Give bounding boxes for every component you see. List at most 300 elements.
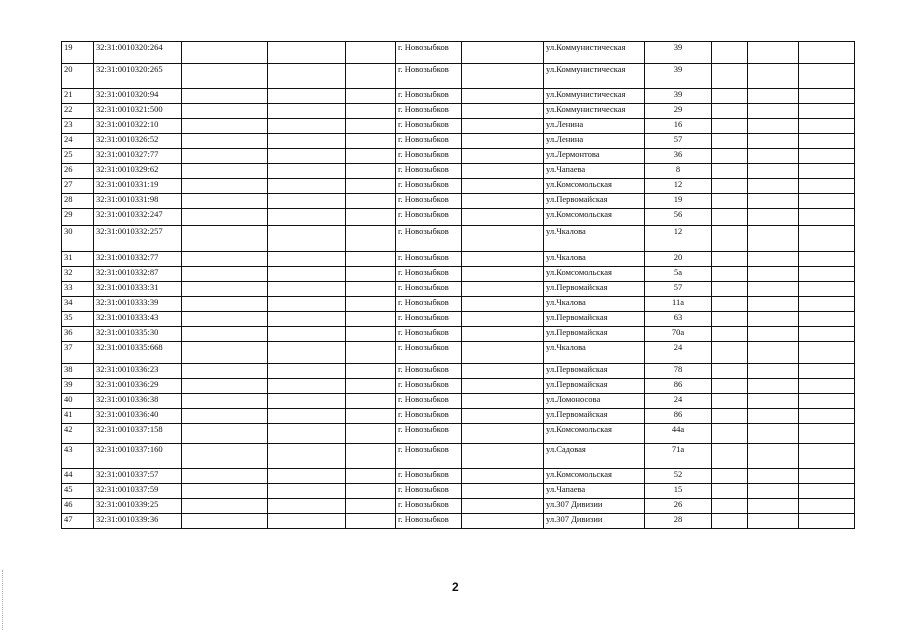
empty-cell <box>182 194 268 209</box>
empty-cell <box>268 209 346 226</box>
house-number-cell: 63 <box>645 312 712 327</box>
empty-cell <box>462 194 544 209</box>
empty-cell <box>748 424 799 444</box>
empty-cell <box>712 514 748 529</box>
street-cell: ул.Первомайская <box>544 327 645 342</box>
empty-cell <box>712 252 748 267</box>
city-cell: г. Новозыбков <box>396 282 462 297</box>
row-number-cell: 21 <box>62 89 94 104</box>
empty-cell <box>268 424 346 444</box>
street-cell: ул.Садовая <box>544 444 645 469</box>
empty-cell <box>748 134 799 149</box>
empty-cell <box>712 484 748 499</box>
house-number-cell: 86 <box>645 409 712 424</box>
empty-cell <box>268 342 346 364</box>
cadastral-number-cell: 32:31:0010339:36 <box>94 514 182 529</box>
empty-cell <box>346 64 396 89</box>
empty-cell <box>346 364 396 379</box>
empty-cell <box>748 499 799 514</box>
row-number-cell: 42 <box>62 424 94 444</box>
row-number-cell: 37 <box>62 342 94 364</box>
empty-cell <box>799 469 855 484</box>
empty-cell <box>346 194 396 209</box>
empty-cell <box>748 444 799 469</box>
house-number-cell: 8 <box>645 164 712 179</box>
empty-cell <box>748 469 799 484</box>
house-number-cell: 28 <box>645 514 712 529</box>
street-cell: ул.Коммунистическая <box>544 104 645 119</box>
scan-edge-mark <box>2 570 5 630</box>
table-row <box>62 312 855 327</box>
city-cell: г. Новозыбков <box>396 424 462 444</box>
cadastral-number-cell: 32:31:0010331:19 <box>94 179 182 194</box>
empty-cell <box>346 209 396 226</box>
row-number-cell: 34 <box>62 297 94 312</box>
empty-cell <box>748 312 799 327</box>
street-cell: ул.307 Дивизии <box>544 499 645 514</box>
empty-cell <box>799 194 855 209</box>
empty-cell <box>799 297 855 312</box>
cadastral-number-cell: 32:31:0010326:52 <box>94 134 182 149</box>
empty-cell <box>268 444 346 469</box>
street-cell: ул.Комсомольская <box>544 424 645 444</box>
empty-cell <box>462 394 544 409</box>
empty-cell <box>182 134 268 149</box>
empty-cell <box>712 226 748 252</box>
table-row <box>62 194 855 209</box>
empty-cell <box>799 282 855 297</box>
empty-cell <box>748 226 799 252</box>
table-row <box>62 64 855 89</box>
table-row <box>62 409 855 424</box>
empty-cell <box>346 164 396 179</box>
table-row <box>62 342 855 364</box>
empty-cell <box>799 379 855 394</box>
house-number-cell: 57 <box>645 134 712 149</box>
empty-cell <box>346 104 396 119</box>
table-row <box>62 297 855 312</box>
empty-cell <box>462 134 544 149</box>
empty-cell <box>748 179 799 194</box>
empty-cell <box>268 119 346 134</box>
city-cell: г. Новозыбков <box>396 149 462 164</box>
empty-cell <box>462 89 544 104</box>
cadastral-number-cell: 32:31:0010329:62 <box>94 164 182 179</box>
cadastral-number-cell: 32:31:0010336:29 <box>94 379 182 394</box>
empty-cell <box>799 409 855 424</box>
empty-cell <box>346 424 396 444</box>
house-number-cell: 78 <box>645 364 712 379</box>
empty-cell <box>182 364 268 379</box>
property-table <box>61 41 855 529</box>
city-cell: г. Новозыбков <box>396 226 462 252</box>
city-cell: г. Новозыбков <box>396 179 462 194</box>
empty-cell <box>346 89 396 104</box>
empty-cell <box>799 209 855 226</box>
cadastral-number-cell: 32:31:0010332:247 <box>94 209 182 226</box>
cadastral-number-cell: 32:31:0010327:77 <box>94 149 182 164</box>
empty-cell <box>182 226 268 252</box>
empty-cell <box>268 364 346 379</box>
empty-cell <box>748 379 799 394</box>
street-cell: ул.Ломоносова <box>544 394 645 409</box>
house-number-cell: 15 <box>645 484 712 499</box>
empty-cell <box>462 499 544 514</box>
city-cell: г. Новозыбков <box>396 252 462 267</box>
empty-cell <box>748 119 799 134</box>
empty-cell <box>748 104 799 119</box>
empty-cell <box>712 394 748 409</box>
street-cell: ул.Первомайская <box>544 312 645 327</box>
table-row <box>62 104 855 119</box>
empty-cell <box>462 514 544 529</box>
house-number-cell: 5а <box>645 267 712 282</box>
empty-cell <box>799 42 855 64</box>
empty-cell <box>346 379 396 394</box>
house-number-cell: 39 <box>645 89 712 104</box>
street-cell: ул.Чапаева <box>544 484 645 499</box>
empty-cell <box>268 89 346 104</box>
city-cell: г. Новозыбков <box>396 104 462 119</box>
empty-cell <box>799 444 855 469</box>
empty-cell <box>182 499 268 514</box>
table-row <box>62 42 855 64</box>
empty-cell <box>182 469 268 484</box>
empty-cell <box>712 312 748 327</box>
city-cell: г. Новозыбков <box>396 209 462 226</box>
empty-cell <box>182 379 268 394</box>
street-cell: ул.Коммунистическая <box>544 64 645 89</box>
row-number-cell: 39 <box>62 379 94 394</box>
empty-cell <box>268 499 346 514</box>
empty-cell <box>748 364 799 379</box>
table-row <box>62 364 855 379</box>
cadastral-number-cell: 32:31:0010332:77 <box>94 252 182 267</box>
empty-cell <box>182 297 268 312</box>
house-number-cell: 26 <box>645 499 712 514</box>
empty-cell <box>799 119 855 134</box>
cadastral-number-cell: 32:31:0010332:87 <box>94 267 182 282</box>
empty-cell <box>462 409 544 424</box>
city-cell: г. Новозыбков <box>396 194 462 209</box>
empty-cell <box>712 119 748 134</box>
street-cell: ул.Первомайская <box>544 194 645 209</box>
empty-cell <box>346 267 396 282</box>
city-cell: г. Новозыбков <box>396 164 462 179</box>
empty-cell <box>462 342 544 364</box>
empty-cell <box>712 297 748 312</box>
house-number-cell: 12 <box>645 226 712 252</box>
empty-cell <box>182 149 268 164</box>
house-number-cell: 70а <box>645 327 712 342</box>
cadastral-number-cell: 32:31:0010336:23 <box>94 364 182 379</box>
empty-cell <box>268 42 346 64</box>
row-number-cell: 35 <box>62 312 94 327</box>
empty-cell <box>268 164 346 179</box>
house-number-cell: 39 <box>645 64 712 89</box>
house-number-cell: 11а <box>645 297 712 312</box>
row-number-cell: 28 <box>62 194 94 209</box>
row-number-cell: 20 <box>62 64 94 89</box>
empty-cell <box>462 104 544 119</box>
empty-cell <box>268 379 346 394</box>
row-number-cell: 27 <box>62 179 94 194</box>
empty-cell <box>268 469 346 484</box>
city-cell: г. Новозыбков <box>396 64 462 89</box>
street-cell: ул.Коммунистическая <box>544 89 645 104</box>
empty-cell <box>346 327 396 342</box>
city-cell: г. Новозыбков <box>396 394 462 409</box>
empty-cell <box>182 179 268 194</box>
empty-cell <box>346 514 396 529</box>
empty-cell <box>268 394 346 409</box>
table-row <box>62 209 855 226</box>
table-row <box>62 226 855 252</box>
empty-cell <box>182 42 268 64</box>
empty-cell <box>182 209 268 226</box>
empty-cell <box>748 394 799 409</box>
cadastral-number-cell: 32:31:0010336:40 <box>94 409 182 424</box>
row-number-cell: 40 <box>62 394 94 409</box>
house-number-cell: 57 <box>645 282 712 297</box>
empty-cell <box>462 297 544 312</box>
empty-cell <box>268 484 346 499</box>
empty-cell <box>462 327 544 342</box>
empty-cell <box>712 469 748 484</box>
cadastral-number-cell: 32:31:0010332:257 <box>94 226 182 252</box>
row-number-cell: 25 <box>62 149 94 164</box>
city-cell: г. Новозыбков <box>396 514 462 529</box>
empty-cell <box>346 469 396 484</box>
empty-cell <box>346 119 396 134</box>
row-number-cell: 41 <box>62 409 94 424</box>
empty-cell <box>268 514 346 529</box>
empty-cell <box>748 149 799 164</box>
table-row <box>62 484 855 499</box>
empty-cell <box>268 179 346 194</box>
empty-cell <box>712 342 748 364</box>
empty-cell <box>346 282 396 297</box>
house-number-cell: 71а <box>645 444 712 469</box>
empty-cell <box>462 149 544 164</box>
street-cell: ул.Чкалова <box>544 252 645 267</box>
row-number-cell: 33 <box>62 282 94 297</box>
table-row <box>62 424 855 444</box>
empty-cell <box>462 164 544 179</box>
city-cell: г. Новозыбков <box>396 312 462 327</box>
cadastral-number-cell: 32:31:0010321:500 <box>94 104 182 119</box>
empty-cell <box>182 282 268 297</box>
table-row <box>62 379 855 394</box>
empty-cell <box>799 312 855 327</box>
house-number-cell: 12 <box>645 179 712 194</box>
table-row <box>62 89 855 104</box>
empty-cell <box>268 267 346 282</box>
empty-cell <box>799 104 855 119</box>
table-row <box>62 179 855 194</box>
empty-cell <box>712 149 748 164</box>
table-row <box>62 327 855 342</box>
city-cell: г. Новозыбков <box>396 267 462 282</box>
empty-cell <box>268 194 346 209</box>
empty-cell <box>712 89 748 104</box>
row-number-cell: 38 <box>62 364 94 379</box>
empty-cell <box>346 499 396 514</box>
empty-cell <box>748 194 799 209</box>
empty-cell <box>182 514 268 529</box>
row-number-cell: 24 <box>62 134 94 149</box>
street-cell: ул.Первомайская <box>544 282 645 297</box>
city-cell: г. Новозыбков <box>396 89 462 104</box>
empty-cell <box>182 394 268 409</box>
house-number-cell: 56 <box>645 209 712 226</box>
city-cell: г. Новозыбков <box>396 134 462 149</box>
empty-cell <box>268 134 346 149</box>
empty-cell <box>799 499 855 514</box>
cadastral-number-cell: 32:31:0010336:38 <box>94 394 182 409</box>
empty-cell <box>346 342 396 364</box>
street-cell: ул.Комсомольская <box>544 267 645 282</box>
house-number-cell: 52 <box>645 469 712 484</box>
empty-cell <box>712 379 748 394</box>
page-number: 2 <box>452 580 459 594</box>
street-cell: ул.Первомайская <box>544 364 645 379</box>
empty-cell <box>748 209 799 226</box>
cadastral-number-cell: 32:31:0010337:59 <box>94 484 182 499</box>
empty-cell <box>799 164 855 179</box>
city-cell: г. Новозыбков <box>396 342 462 364</box>
house-number-cell: 39 <box>645 42 712 64</box>
street-cell: ул.Ленина <box>544 119 645 134</box>
empty-cell <box>799 514 855 529</box>
empty-cell <box>799 327 855 342</box>
city-cell: г. Новозыбков <box>396 409 462 424</box>
row-number-cell: 26 <box>62 164 94 179</box>
cadastral-number-cell: 32:31:0010335:30 <box>94 327 182 342</box>
table-row <box>62 119 855 134</box>
empty-cell <box>799 252 855 267</box>
row-number-cell: 23 <box>62 119 94 134</box>
street-cell: ул.Чапаева <box>544 164 645 179</box>
empty-cell <box>712 194 748 209</box>
empty-cell <box>346 226 396 252</box>
city-cell: г. Новозыбков <box>396 119 462 134</box>
city-cell: г. Новозыбков <box>396 297 462 312</box>
empty-cell <box>712 364 748 379</box>
city-cell: г. Новозыбков <box>396 379 462 394</box>
empty-cell <box>799 364 855 379</box>
table-row <box>62 252 855 267</box>
empty-cell <box>268 149 346 164</box>
empty-cell <box>748 252 799 267</box>
empty-cell <box>462 42 544 64</box>
empty-cell <box>712 499 748 514</box>
cadastral-number-cell: 32:31:0010339:25 <box>94 499 182 514</box>
empty-cell <box>748 484 799 499</box>
empty-cell <box>462 424 544 444</box>
empty-cell <box>712 209 748 226</box>
table-row <box>62 394 855 409</box>
row-number-cell: 32 <box>62 267 94 282</box>
street-cell: ул.Комсомольская <box>544 209 645 226</box>
empty-cell <box>182 119 268 134</box>
empty-cell <box>712 104 748 119</box>
empty-cell <box>346 394 396 409</box>
row-number-cell: 19 <box>62 42 94 64</box>
table-row <box>62 444 855 469</box>
empty-cell <box>748 342 799 364</box>
empty-cell <box>712 282 748 297</box>
empty-cell <box>268 327 346 342</box>
empty-cell <box>462 209 544 226</box>
empty-cell <box>799 134 855 149</box>
table-body <box>62 42 855 529</box>
house-number-cell: 16 <box>645 119 712 134</box>
cadastral-number-cell: 32:31:0010337:57 <box>94 469 182 484</box>
empty-cell <box>268 252 346 267</box>
empty-cell <box>799 89 855 104</box>
empty-cell <box>462 364 544 379</box>
empty-cell <box>462 484 544 499</box>
empty-cell <box>182 104 268 119</box>
empty-cell <box>182 342 268 364</box>
city-cell: г. Новозыбков <box>396 484 462 499</box>
empty-cell <box>346 297 396 312</box>
empty-cell <box>462 119 544 134</box>
empty-cell <box>182 164 268 179</box>
empty-cell <box>748 282 799 297</box>
empty-cell <box>346 252 396 267</box>
empty-cell <box>799 267 855 282</box>
table-row <box>62 499 855 514</box>
empty-cell <box>182 444 268 469</box>
city-cell: г. Новозыбков <box>396 499 462 514</box>
empty-cell <box>799 424 855 444</box>
empty-cell <box>748 64 799 89</box>
empty-cell <box>799 179 855 194</box>
city-cell: г. Новозыбков <box>396 469 462 484</box>
empty-cell <box>748 42 799 64</box>
empty-cell <box>268 312 346 327</box>
street-cell: ул.Первомайская <box>544 379 645 394</box>
empty-cell <box>346 149 396 164</box>
empty-cell <box>182 424 268 444</box>
cadastral-number-cell: 32:31:0010333:31 <box>94 282 182 297</box>
house-number-cell: 19 <box>645 194 712 209</box>
cadastral-number-cell: 32:31:0010331:98 <box>94 194 182 209</box>
empty-cell <box>748 164 799 179</box>
cadastral-number-cell: 32:31:0010333:39 <box>94 297 182 312</box>
house-number-cell: 20 <box>645 252 712 267</box>
empty-cell <box>462 226 544 252</box>
empty-cell <box>712 409 748 424</box>
empty-cell <box>268 297 346 312</box>
table-row <box>62 134 855 149</box>
street-cell: ул.Первомайская <box>544 409 645 424</box>
empty-cell <box>268 64 346 89</box>
house-number-cell: 24 <box>645 342 712 364</box>
table-row <box>62 469 855 484</box>
empty-cell <box>712 179 748 194</box>
street-cell: ул.Чкалова <box>544 297 645 312</box>
empty-cell <box>268 409 346 424</box>
row-number-cell: 22 <box>62 104 94 119</box>
row-number-cell: 29 <box>62 209 94 226</box>
house-number-cell: 86 <box>645 379 712 394</box>
empty-cell <box>182 252 268 267</box>
empty-cell <box>748 267 799 282</box>
empty-cell <box>182 409 268 424</box>
